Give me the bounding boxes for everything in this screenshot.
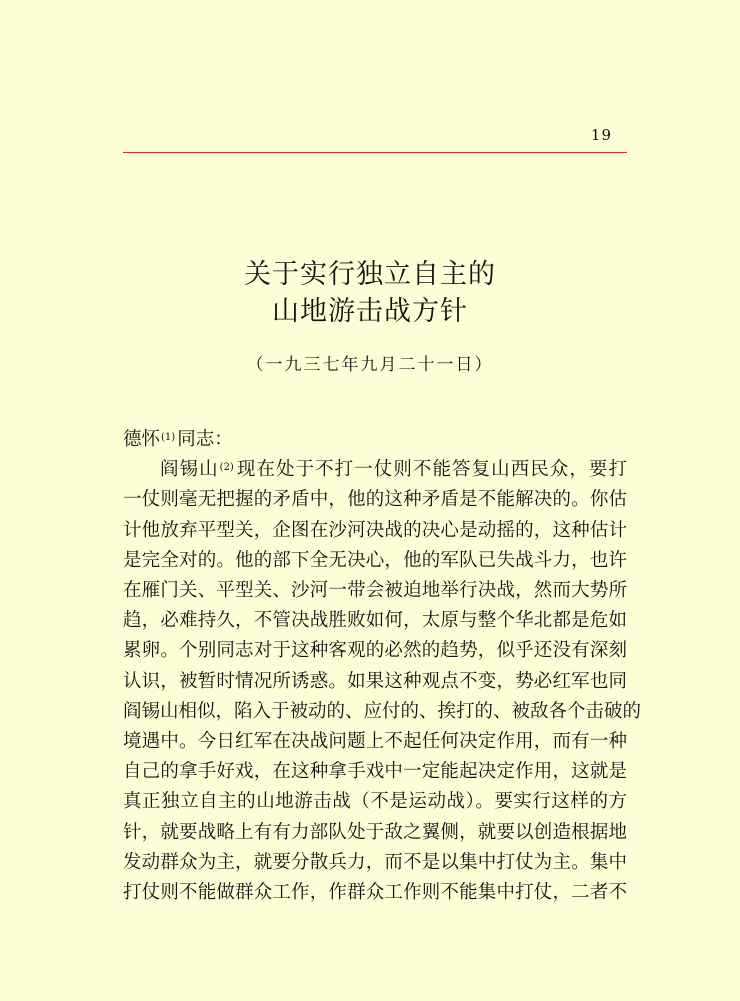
paragraph-line: 境遇中。今日红军在决战问题上不起任何决定作用，而有一种 [123, 731, 627, 753]
paragraph-first-line [123, 455, 627, 485]
paragraph-line: 阎锡山相似，陷入于被动的、应付的、挨打的、被敌各个击破的 [123, 700, 642, 722]
paragraph-line: 趋，必难持久，不管决战胜败如何，太原与整个华北都是危如 [123, 610, 627, 632]
paragraph-line: 在雁门关、平型关、沙河一带会被迫地举行决战，然而大势所 [123, 580, 627, 602]
paragraph-line: 一仗则毫无把握的矛盾中，他的这种矛盾是不能解决的。你估 [123, 489, 627, 511]
page-number: 19 [590, 126, 612, 144]
paragraph-line: 认识，被暂时情况所诱惑。如果这种观点不变，势必红军也同 [123, 670, 627, 692]
paragraph-line: 计他放弃平型关，企图在沙河决战的决心是动摇的，这种估计 [123, 519, 627, 541]
title-line-2: 山地游击战方针 [272, 296, 468, 327]
title-line-1: 关于实行独立自主的 [244, 259, 496, 290]
salutation-suffix: 同志： [177, 429, 233, 450]
header-rule [123, 152, 627, 153]
paragraph-line: 自己的拿手好戏，在这种拿手戏中一定能起决定作用，这就是 [123, 761, 627, 783]
article-date: （一九三七年九月二十一日） [246, 355, 494, 375]
body-paragraph [123, 455, 642, 908]
salutation-name: 德怀 [123, 429, 161, 450]
article-body [123, 425, 642, 908]
paragraph-line: 打仗则不能做群众工作，作群众工作则不能集中打仗，二者不 [123, 882, 627, 904]
footnote-ref-1[interactable]: (1) [161, 432, 176, 443]
salutation-line [123, 425, 627, 455]
paragraph-opening-text: 现在处于不打一仗则不能答复山西民众，要打 [235, 459, 627, 481]
paragraph-opening-name: 阎锡山 [160, 459, 219, 481]
paragraph-line: 针，就要战略上有有力部队处于敌之翼侧，就要以创造根据地 [123, 821, 627, 843]
footnote-ref-2[interactable]: (2) [219, 462, 234, 474]
paragraph-line: 发动群众为主，就要分散兵力，而不是以集中打仗为主。集中 [123, 851, 627, 873]
article-title [0, 256, 740, 330]
paragraph-line: 是完全对的。他的部下全无决心，他的军队已失战斗力，也许 [123, 549, 627, 571]
salutation [123, 425, 627, 455]
paragraph-line: 真正独立自主的山地游击战（不是运动战）。要实行这样的方 [123, 791, 627, 813]
paragraph-line: 累卵。个别同志对于这种客观的必然的趋势，似乎还没有深刻 [123, 640, 627, 662]
